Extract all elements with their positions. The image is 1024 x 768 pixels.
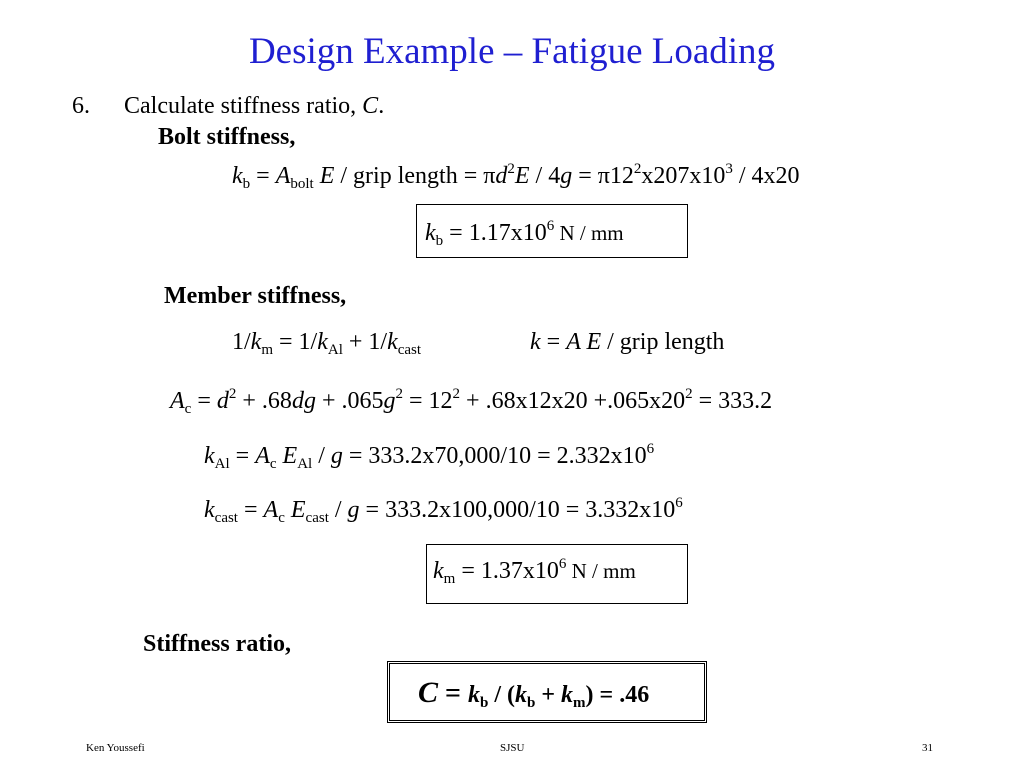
stiffness-ratio-box <box>387 661 707 723</box>
step-number: 6. <box>72 93 90 119</box>
area-equation: $A_c = d^2 + .68dg + .065g^2 = 12^2 + .68x12x20 +.065x20^2 = 333.2$ <box>170 386 773 417</box>
member-stiffness-formula: k = A E / grip length <box>530 329 725 355</box>
k-al-equation: $k_{Al} = A_c$ $E_{Al} / g = 333.2x70,000/10 = 2.332x10^6$ <box>204 441 655 472</box>
bolt-stiffness-result-box <box>416 204 688 258</box>
stiffness-ratio-heading: Stiffness ratio, <box>143 631 291 657</box>
bolt-stiffness-result: $k_b = 1.17x10^6$ N / mm <box>425 218 624 249</box>
member-stiffness-result: $k_m = 1.37x10^6$ N / mm <box>433 556 636 587</box>
footer-author: Ken Youssefi <box>86 742 145 754</box>
bolt-stiffness-heading: Bolt stiffness, <box>158 124 296 150</box>
member-stiffness-result-box <box>426 544 688 604</box>
step-text: Calculate stiffness ratio, C. <box>124 93 385 119</box>
stiffness-ratio-equation: $C = k_b / (k_b + k_m) = .46$ <box>418 676 650 711</box>
page-title: Design Example – Fatigue Loading <box>248 31 776 72</box>
bolt-stiffness-equation: $k_b = A_{bolt}$ E / grip length = $\pi d^2E / 4g = \pi 12^2x207x10^3 / 4x20$ <box>232 161 800 192</box>
k-cast-equation: $k_{cast} = A_c$ $E_{cast} / g = 333.2x100,000/10 = 3.332x10^6$ <box>204 495 683 526</box>
member-series-equation: $1/k_m = 1/k_{Al} + 1/k_{cast}$ <box>232 329 422 358</box>
footer-institution: SJSU <box>500 742 525 754</box>
footer-page-number: 31 <box>922 742 933 754</box>
member-stiffness-heading: Member stiffness, <box>164 283 347 309</box>
